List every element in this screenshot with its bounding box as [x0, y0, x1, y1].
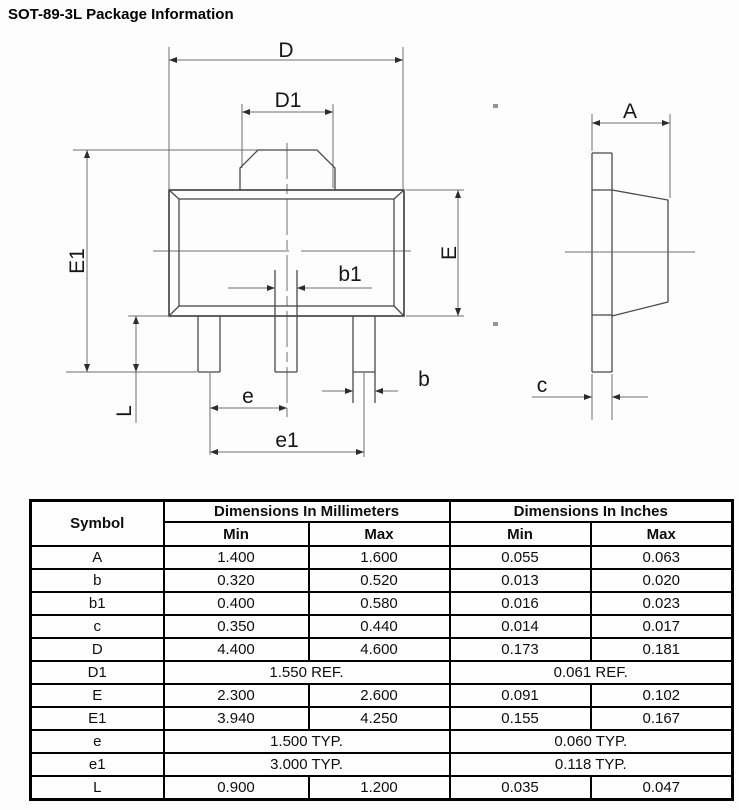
value-cell: 0.020 [591, 569, 733, 592]
table-row [31, 707, 733, 730]
value-cell: 4.250 [309, 707, 450, 730]
symbol-cell: e1 [31, 753, 164, 776]
side-dimension-lines [532, 123, 670, 397]
value-cell: 0.035 [450, 776, 591, 800]
mm-value-cell: 1.550 REF. [164, 661, 450, 684]
value-cell: 1.400 [164, 546, 309, 569]
value-cell: 0.520 [309, 569, 450, 592]
page-title: SOT-89-3L Package Information [8, 6, 234, 23]
table-row [31, 753, 733, 776]
in-min-header: Min [450, 522, 591, 546]
value-cell: 0.580 [309, 592, 450, 615]
value-cell: 0.400 [164, 592, 309, 615]
value-cell: 0.181 [591, 638, 733, 661]
symbol-cell: e [31, 730, 164, 753]
symbol-cell: L [31, 776, 164, 800]
dim-label-b1: b1 [338, 263, 362, 286]
value-cell: 4.400 [164, 638, 309, 661]
table-header-row [31, 501, 733, 523]
symbol-cell: E1 [31, 707, 164, 730]
value-cell: 0.017 [591, 615, 733, 638]
scan-speck [493, 104, 498, 108]
symbol-cell: E [31, 684, 164, 707]
value-cell: 0.016 [450, 592, 591, 615]
dim-label-e: e [242, 385, 254, 408]
in-value-cell: 0.061 REF. [450, 661, 733, 684]
value-cell: 0.013 [450, 569, 591, 592]
mm-min-header: Min [164, 522, 309, 546]
value-cell: 0.167 [591, 707, 733, 730]
table-row [31, 569, 733, 592]
value-cell: 0.102 [591, 684, 733, 707]
value-cell: 0.440 [309, 615, 450, 638]
dim-label-D: D [278, 39, 294, 62]
dim-label-A: A [622, 100, 638, 123]
value-cell: 0.320 [164, 569, 309, 592]
mm-value-cell: 3.000 TYP. [164, 753, 450, 776]
value-cell: 0.023 [591, 592, 733, 615]
value-cell: 0.063 [591, 546, 733, 569]
value-cell: 0.173 [450, 638, 591, 661]
center-lines [153, 143, 411, 417]
dim-label-e1: e1 [275, 429, 299, 452]
symbol-cell: c [31, 615, 164, 638]
side-view [532, 100, 695, 420]
value-cell: 0.047 [591, 776, 733, 800]
value-cell: 0.014 [450, 615, 591, 638]
dim-label-b: b [418, 368, 430, 391]
value-cell: 0.055 [450, 546, 591, 569]
value-cell: 4.600 [309, 638, 450, 661]
value-cell: 0.900 [164, 776, 309, 800]
table-row [31, 684, 733, 707]
table-row [31, 776, 733, 800]
table-row [31, 592, 733, 615]
symbol-cell: b [31, 569, 164, 592]
table-row [31, 546, 733, 569]
table-row [31, 661, 733, 684]
side-profile [592, 153, 668, 372]
symbol-cell: b1 [31, 592, 164, 615]
inches-header: Dimensions In Inches [450, 501, 733, 523]
dim-label-D1: D1 [274, 89, 302, 112]
value-cell: 3.940 [164, 707, 309, 730]
in-value-cell: 0.118 TYP. [450, 753, 733, 776]
table-row [31, 638, 733, 661]
value-cell: 2.300 [164, 684, 309, 707]
front-view [66, 39, 464, 457]
dim-label-E: E [438, 245, 461, 261]
value-cell: 0.155 [450, 707, 591, 730]
table-row [31, 615, 733, 638]
table-row [31, 730, 733, 753]
dimensions-table [29, 499, 734, 801]
dim-label-L: L [113, 405, 136, 417]
dim-label-c: c [536, 374, 548, 397]
symbol-header: Symbol [31, 501, 164, 547]
value-cell: 0.091 [450, 684, 591, 707]
in-max-header: Max [591, 522, 733, 546]
symbol-cell: D [31, 638, 164, 661]
symbol-cell: D1 [31, 661, 164, 684]
scan-speck [493, 322, 498, 326]
value-cell: 1.200 [309, 776, 450, 800]
mm-value-cell: 1.500 TYP. [164, 730, 450, 753]
value-cell: 1.600 [309, 546, 450, 569]
mm-max-header: Max [309, 522, 450, 546]
dimension-table-body [31, 546, 733, 800]
dim-label-E1: E1 [66, 248, 89, 274]
value-cell: 0.350 [164, 615, 309, 638]
value-cell: 2.600 [309, 684, 450, 707]
in-value-cell: 0.060 TYP. [450, 730, 733, 753]
side-extension-lines [565, 114, 695, 420]
symbol-cell: A [31, 546, 164, 569]
mm-header: Dimensions In Millimeters [164, 501, 450, 523]
dimension-lines [87, 60, 458, 452]
